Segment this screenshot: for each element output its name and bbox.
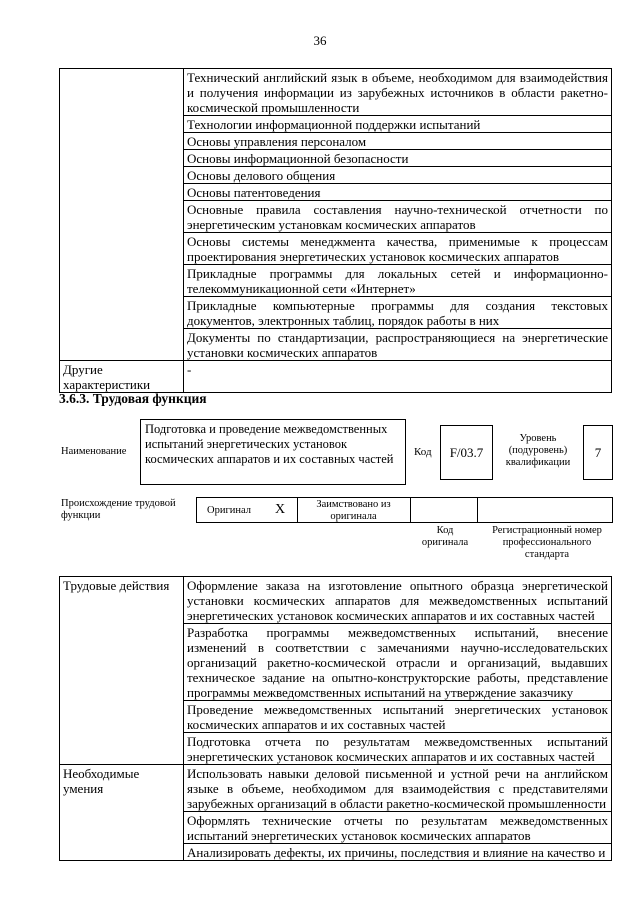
row-text: Подготовка отчета по результатам межведомственных испытаний энергетических установок космических аппаратов и их составных частей — [184, 733, 612, 765]
original-mark: X — [275, 502, 286, 517]
skill-row — [60, 765, 612, 812]
origin-label: Происхождение трудовой функции — [61, 498, 176, 521]
row-text: Основы патентоведения — [184, 184, 612, 201]
code-original-label: Код оригинала — [421, 525, 469, 548]
level-value-box: 7 — [583, 425, 613, 480]
row-label — [60, 69, 184, 361]
knowledge-row — [60, 69, 612, 116]
row-text: Прикладные программы для локальных сетей и информационно-телекоммуникационной сети «Интернет» — [184, 265, 612, 297]
row-text: Проведение межведомственных испытаний энергетических установок космических аппаратов и их составных частей — [184, 701, 612, 733]
reg-number-label: Регистрационный номер профессионального стандарта — [492, 525, 602, 560]
knowledge-table — [59, 68, 612, 393]
original-label: Оригинал — [207, 505, 251, 516]
row-text: - — [184, 361, 612, 393]
divider — [410, 498, 411, 522]
row-text: Основы делового общения — [184, 167, 612, 184]
row-text: Оформление заказа на изготовление опытного образца энергетической установки космических аппаратов для межведомственных испытаний энергетических установок космических аппаратов и их составных частей — [184, 577, 612, 624]
row-text: Оформлять технические отчеты по результатам межведомственных испытаний энергетических установок космических аппаратов — [184, 812, 612, 844]
row-text: Разработка программы межведомственных испытаний, внесение изменений в соответствии с замечаниями научно-исследовательских организаций ракетно-космической отрасли и организаций, выдавших техническое задание на опытно-конструкторские работы, представление программы межведомственных испытаний на утверждение заказчику — [184, 624, 612, 701]
row-text: Основы информационной безопасности — [184, 150, 612, 167]
action-row — [60, 577, 612, 624]
row-text: Документы по стандартизации, распространяющиеся на энергетические установки космических аппаратов — [184, 329, 612, 361]
divider — [477, 498, 478, 522]
row-text: Прикладные компьютерные программы для создания текстовых документов, электронных таблиц, порядок работы в них — [184, 297, 612, 329]
row-text: Основы управления персоналом — [184, 133, 612, 150]
code-label: Код — [414, 446, 432, 458]
row-label: Необходимые умения — [60, 765, 184, 861]
level-label: Уровень (подуровень) квалификации — [505, 433, 571, 468]
row-text: Технологии информационной поддержки испытаний — [184, 116, 612, 133]
section-heading: 3.6.3. Трудовая функция — [59, 391, 207, 406]
other-characteristics-row — [60, 361, 612, 393]
actions-table — [59, 576, 612, 861]
row-text: Использовать навыки деловой письменной и устной речи на английском языке в объеме, необходимом для взаимодействия с представителями зарубежных организаций в области ракетно-космической промышленности — [184, 765, 612, 812]
borrowed-label: Заимствовано из оригинала — [316, 499, 391, 522]
row-label: Другие характеристики — [60, 361, 184, 393]
row-label: Трудовые действия — [60, 577, 184, 765]
row-text: Основные правила составления научно-технической отчетности по энергетическим установкам космических аппаратов — [184, 201, 612, 233]
name-label: Наименование — [61, 446, 127, 457]
row-text: Основы системы менеджмента качества, применимые к процессам проектирования энергетических установок космических аппаратов — [184, 233, 612, 265]
code-value-box: F/03.7 — [440, 425, 493, 480]
page-number: 36 — [313, 33, 327, 48]
row-text: Анализировать дефекты, их причины, последствия и влияние на качество и — [184, 844, 612, 861]
divider — [297, 498, 298, 522]
row-text: Технический английский язык в объеме, необходимом для взаимодействия и получения информации из зарубежных источников в области ракетно-космической промышленности — [184, 69, 612, 116]
function-name-box: Подготовка и проведение межведомственных испытаний энергетических установок космических аппаратов и их составных частей — [140, 419, 406, 485]
origin-row — [196, 497, 613, 523]
